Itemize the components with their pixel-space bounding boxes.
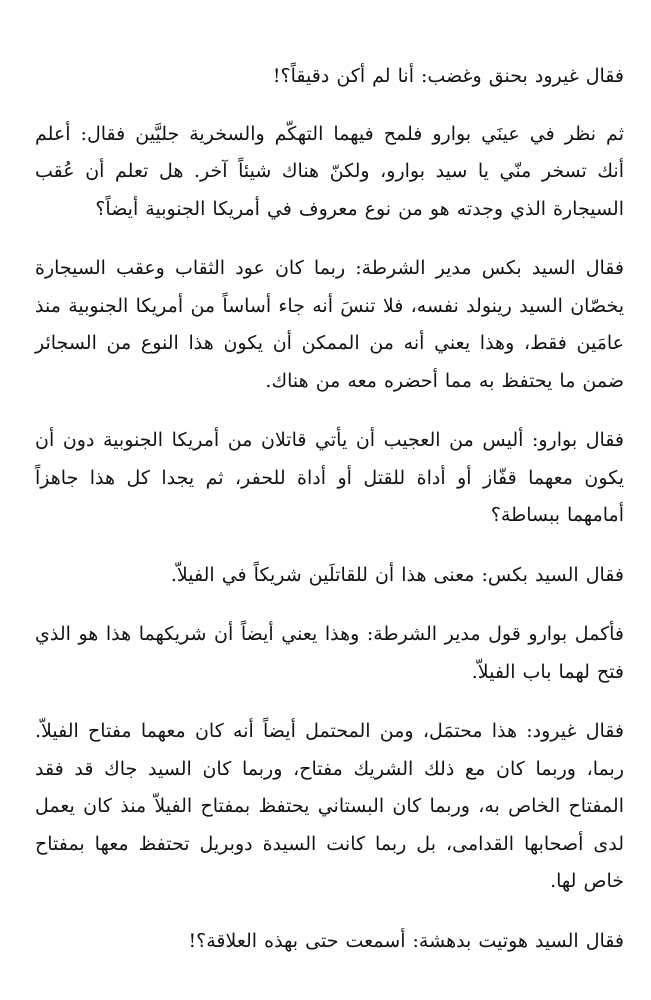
paragraph-6: فأكمل بوارو قول مدير الشرطة: وهذا يعني أيضاً أن شريكهما هذا هو الذي فتح لهما باب الفيلاّ.	[35, 623, 624, 683]
paragraph-1: فقال غيرود بحنق وغضب: أنا لم أكن دقيقاً؟!	[272, 65, 624, 87]
paragraph-7: فقال غيرود: هذا محتمَل، ومن المحتمل أيضاً أنه كان معهما مفتاح الفيلاّ. ربما، وربما كان مع ذلك الشريك مفتاح، وربما كان السيد جاك قد فقد المفتاح الخاص به، وربما كان البستاني يحتفظ بمفتاح الفيلاّ منذ كان يعمل لدى أصحابها القدامى، بل ربما كانت السيدة دوبريل تحتفظ معها بمفتاح خاص لها.	[35, 720, 624, 892]
paragraph-4: فقال بوارو: أليس من العجيب أن يأتي قاتلان من أمريكا الجنوبية دون أن يكون معهما قفّاز أو أداة للقتل أو أداة للحفر، ثم يجدا كل هذا جاهزاً أمامهما ببساطة؟	[35, 429, 624, 526]
paragraph-3: فقال السيد بكس مدير الشرطة: ربما كان عود الثقاب وعقب السيجارة يخصّان السيد رينولد نفسه، فلا تنسَ أنه جاء أساساً من أمريكا الجنوبية منذ عامَين فقط، وهذا يعني أنه من الممكن أن يكون هذا النوع من السجائر ضمن ما يحتفظ به مما أحضره معه من هناك.	[35, 257, 624, 392]
paragraph-5: فقال السيد بكس: معنى هذا أن للقاتلَين شريكاً في الفيلاّ.	[170, 563, 624, 586]
paragraph-2: ثم نظر في عينَي بوارو فلمح فيهما التهكّم والسخرية جليَّين فقال: أعلم أنك تسخر منّي يا سيد بوارو، ولكنّ هناك شيئاً آخر. هل تعلم أن عُقب السيجارة الذي وجدته هو من نوع معروف في أمريكا الجنوبية أيضاً؟	[35, 122, 624, 220]
paragraph-8: فقال السيد هوتيت بدهشة: أسمعت حتى بهذه العلاقة؟!	[188, 929, 624, 952]
